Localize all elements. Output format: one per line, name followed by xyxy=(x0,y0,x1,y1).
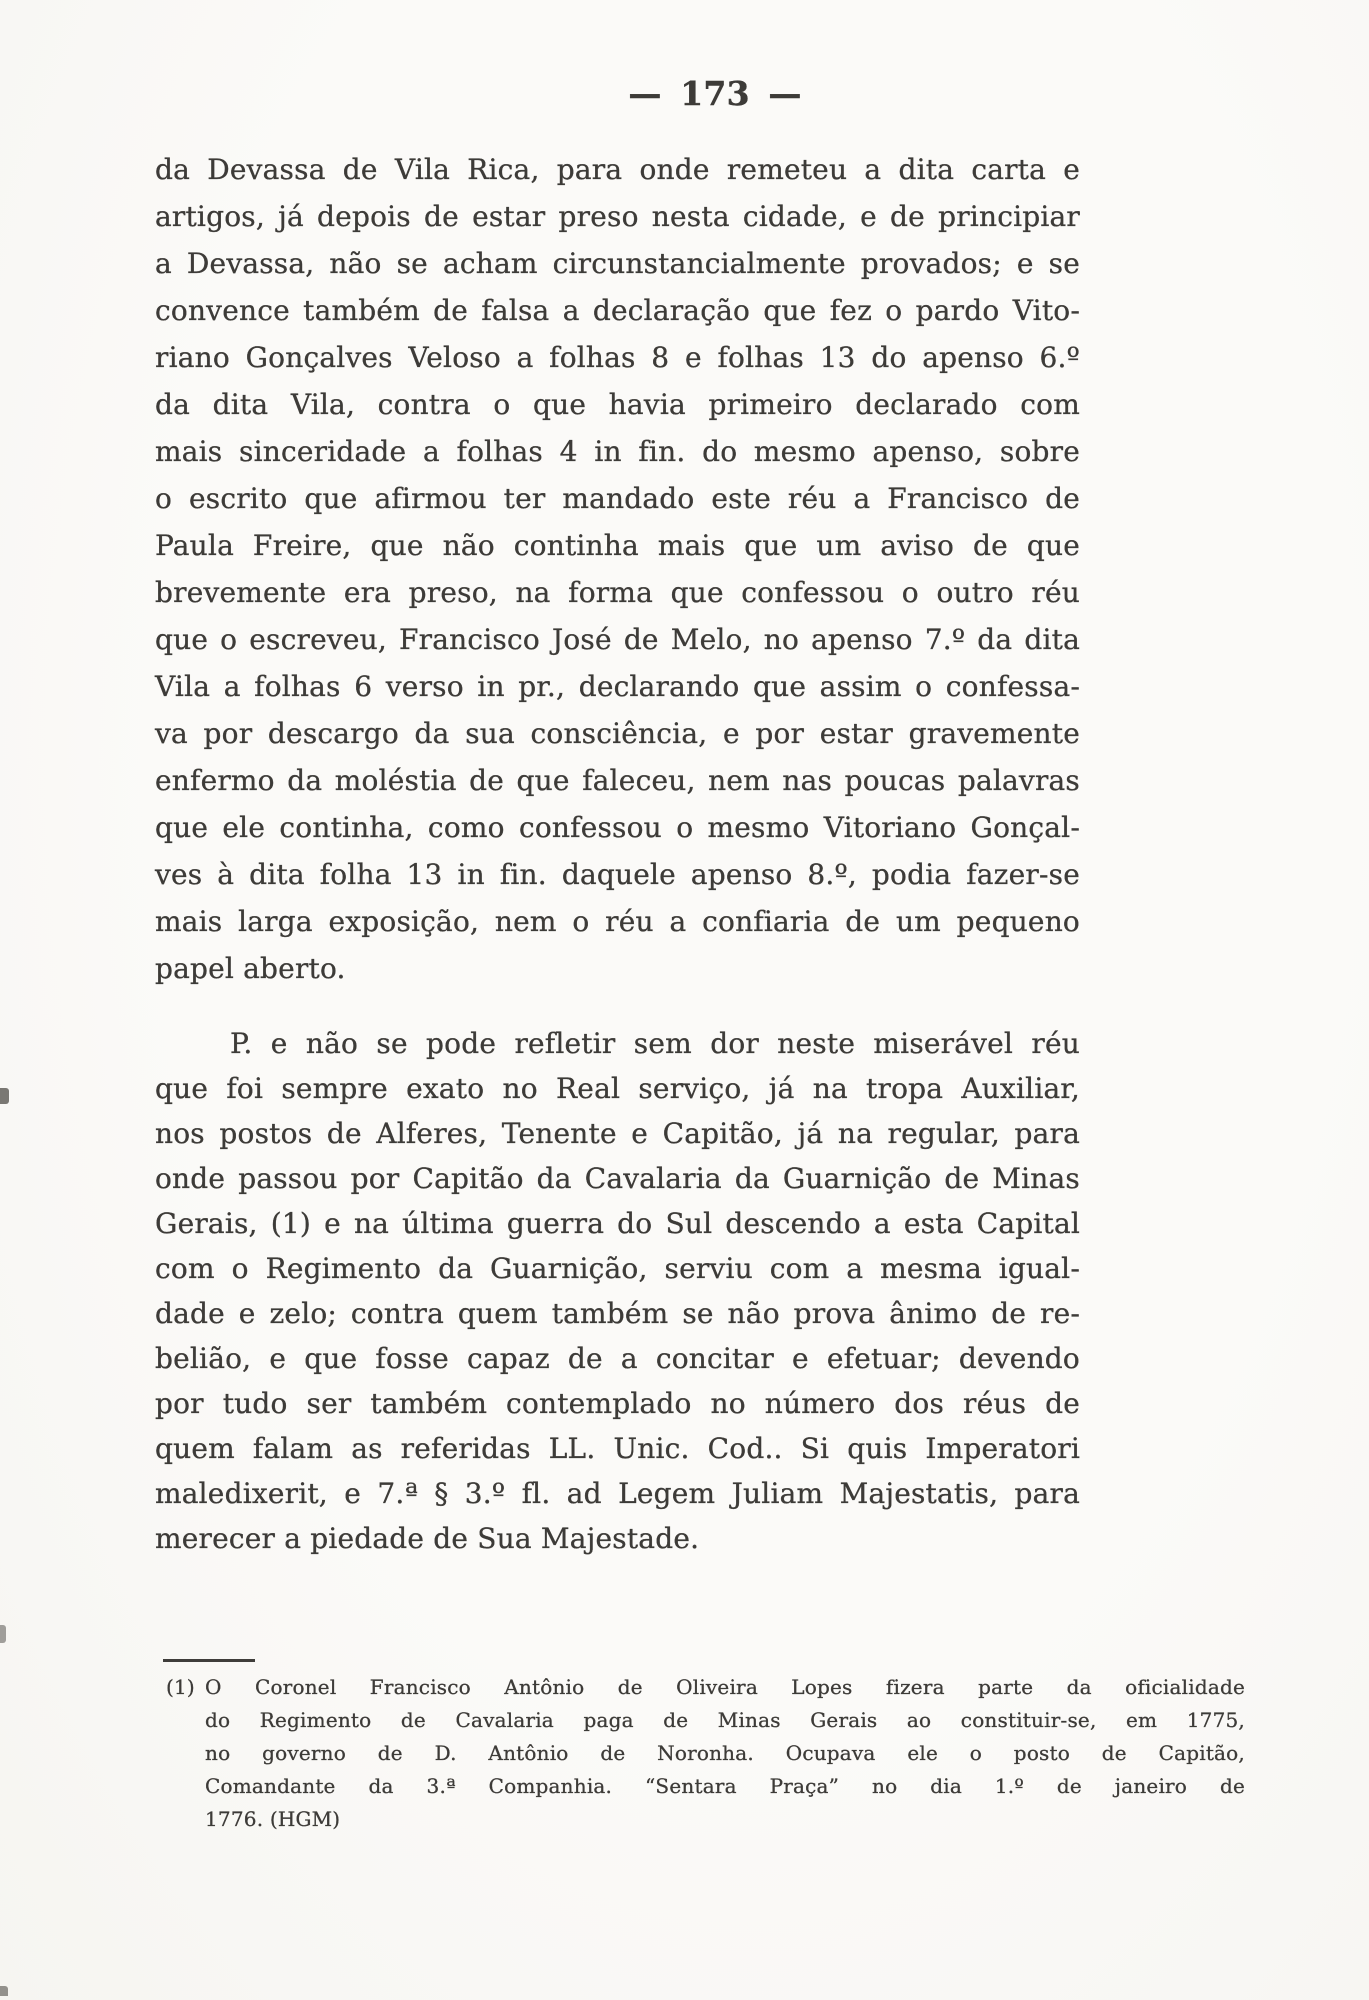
text-line: mais larga exposição, nem o réu a confiaria de um pequeno xyxy=(155,905,1080,938)
text-line: convence também de falsa a declaração que fez o pardo Vito- xyxy=(155,294,1080,327)
text-line: o escrito que afirmou ter mandado este réu a Francisco de xyxy=(155,482,1080,515)
footnote-line: 1776. (HGM) xyxy=(205,1807,341,1831)
text-line: papel aberto. xyxy=(155,952,346,985)
text-line: artigos, já depois de estar preso nesta cidade, e de principiar xyxy=(155,200,1080,233)
footnote-line: do Regimento de Cavalaria paga de Minas Gerais ao constituir-se, em 1775, xyxy=(205,1708,1245,1732)
scan-artifact xyxy=(0,1986,8,1996)
text-line: riano Gonçalves Veloso a folhas 8 e folhas 13 do apenso 6.º xyxy=(155,341,1080,374)
footnote-line: Comandante da 3.ª Companhia. “Sentara Praça” no dia 1.º de janeiro de xyxy=(205,1774,1245,1798)
text-line: Paula Freire, que não continha mais que um aviso de que xyxy=(155,529,1080,562)
text-line: dade e zelo; contra quem também se não prova ânimo de re- xyxy=(155,1297,1080,1330)
text-line: Gerais, (1) e na última guerra do Sul descendo a esta Capital xyxy=(155,1207,1080,1240)
text-line: va por descargo da sua consciência, e por estar gravemente xyxy=(155,717,1080,750)
body-paragraph-1 xyxy=(155,146,1080,992)
text-line: da Devassa de Vila Rica, para onde remeteu a dita carta e xyxy=(155,153,1080,186)
text-line: onde passou por Capitão da Cavalaria da Guarnição de Minas xyxy=(155,1162,1080,1195)
text-line: P. e não se pode refletir sem dor neste miserável réu xyxy=(230,1027,1080,1060)
text-line: Vila a folhas 6 verso in pr., declarando que assim o confessa- xyxy=(155,670,1080,703)
footnote-line: no governo de D. Antônio de Noronha. Ocupava ele o posto de Capitão, xyxy=(205,1741,1245,1765)
text-line: com o Regimento da Guarnição, serviu com a mesma igual- xyxy=(155,1252,1080,1285)
text-line: por tudo ser também contemplado no número dos réus de xyxy=(155,1387,1080,1420)
text-line: que foi sempre exato no Real serviço, já na tropa Auxiliar, xyxy=(155,1072,1080,1105)
text-line: quem falam as referidas LL. Unic. Cod.. Si quis Imperatori xyxy=(155,1432,1080,1465)
text-line: enfermo da moléstia de que faleceu, nem nas poucas palavras xyxy=(155,764,1080,797)
text-line: merecer a piedade de Sua Majestade. xyxy=(155,1522,700,1555)
text-line: a Devassa, não se acham circunstancialmente provados; e se xyxy=(155,247,1080,280)
text-line: brevemente era preso, na forma que confessou o outro réu xyxy=(155,576,1080,609)
footnote-divider xyxy=(163,1659,255,1662)
text-line: que o escreveu, Francisco José de Melo, no apenso 7.º da dita xyxy=(155,623,1080,656)
page-number: — 173 — xyxy=(628,74,802,113)
footnote-text xyxy=(205,1671,1245,1836)
text-line: belião, e que fosse capaz de a concitar e efetuar; devendo xyxy=(155,1342,1080,1375)
text-line: nos postos de Alferes, Tenente e Capitão, já na regular, para xyxy=(155,1117,1080,1150)
text-line: maledixerit, e 7.ª § 3.º fl. ad Legem Juliam Majestatis, para xyxy=(155,1477,1080,1510)
text-line: da dita Vila, contra o que havia primeiro declarado com xyxy=(155,388,1080,421)
scan-artifact xyxy=(0,1088,9,1104)
footnote-line: O Coronel Francisco Antônio de Oliveira Lopes fizera parte da oficialidade xyxy=(205,1675,1245,1699)
body-paragraph-2 xyxy=(155,1021,1080,1561)
text-line: mais sinceridade a folhas 4 in fin. do mesmo apenso, sobre xyxy=(155,435,1080,468)
scan-artifact xyxy=(0,1625,6,1643)
text-line: ves à dita folha 13 in fin. daquele apenso 8.º, podia fazer-se xyxy=(155,858,1080,891)
footnote-marker: (1) xyxy=(166,1675,195,1699)
text-line: que ele continha, como confessou o mesmo Vitoriano Gonçal- xyxy=(155,811,1080,844)
